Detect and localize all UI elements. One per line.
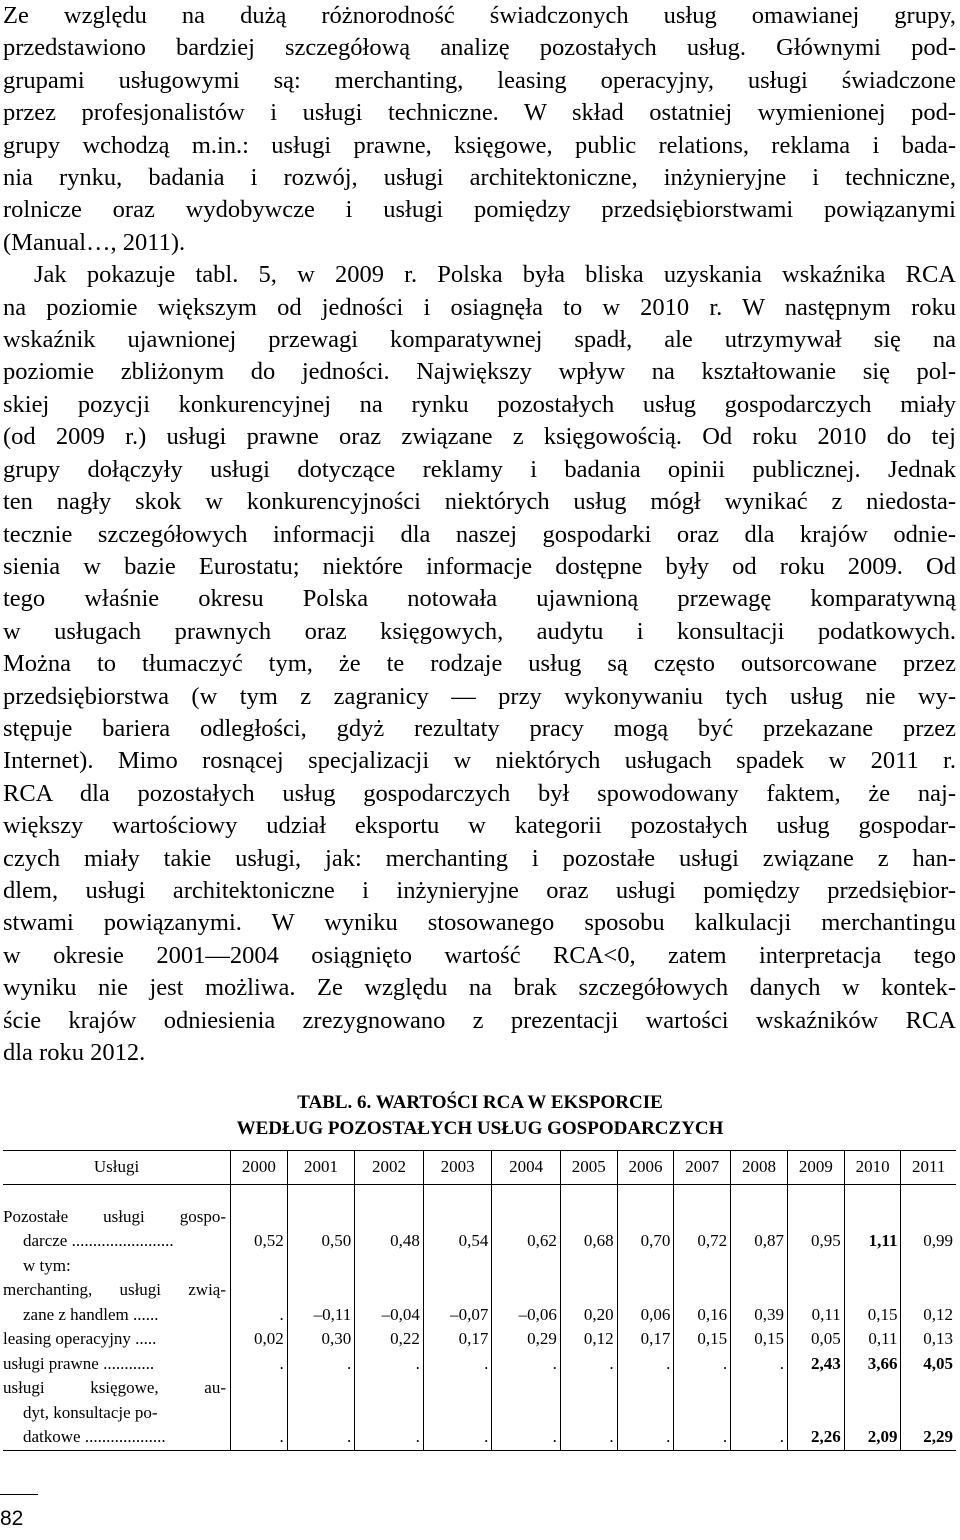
header-cell: Usługi — [3, 1151, 231, 1185]
header-cell: 2010 — [844, 1151, 901, 1185]
value-cell: 0,16 — [674, 1278, 731, 1327]
row-label-line: datkowe ................... — [23, 1427, 166, 1446]
text-line: na poziomie większym od jedności i osiagnęła to w 2010 r. W następnym roku — [3, 293, 956, 321]
value-cell: 4,05 — [901, 1352, 956, 1377]
text-line: stępuje bariera odległości, gdyż rezultaty pracy mogą być przekazane przez — [3, 714, 956, 742]
text-line: przedstawiono bardziej szczegółową analizę pozostałych usług. Głównymi pod- — [3, 34, 956, 62]
value-cell: 0,13 — [901, 1327, 956, 1352]
value-cell: 0,87 — [731, 1205, 788, 1254]
header-cell: 2011 — [901, 1151, 956, 1185]
text-line: (Manual…, 2011). — [3, 228, 186, 256]
header-cell: 2002 — [355, 1151, 424, 1185]
value-cell: . — [231, 1352, 288, 1377]
header-cell: 2000 — [231, 1151, 288, 1185]
value-cell: 2,29 — [901, 1376, 956, 1450]
value-cell: 0,50 — [287, 1205, 355, 1254]
header-cell: 2005 — [560, 1151, 617, 1185]
value-cell — [231, 1254, 288, 1279]
row-label-line: usługi prawne ............ — [3, 1353, 155, 1373]
text-line: (od 2009 r.) usługi prawne oraz związane z księgowością. Od roku 2010 do tej — [3, 423, 956, 451]
page-number-rule — [0, 1494, 38, 1495]
value-cell: 0,15 — [674, 1327, 731, 1352]
value-cell: . — [287, 1352, 355, 1377]
text-line: dla roku 2012. — [3, 1039, 146, 1066]
value-cell — [617, 1254, 674, 1279]
header-cell: 2003 — [423, 1151, 492, 1185]
header-cell: 2001 — [287, 1151, 355, 1185]
value-cell: . — [492, 1352, 561, 1377]
value-cell: 2,26 — [787, 1376, 844, 1450]
text-line: dlem, usługi architektoniczne i inżynieryjne oraz usługi pomiędzy przedsiębior- — [3, 876, 956, 904]
value-cell: . — [492, 1376, 561, 1450]
table-row — [3, 1327, 956, 1352]
value-cell: 0,52 — [231, 1205, 288, 1254]
value-cell: . — [674, 1352, 731, 1377]
table-row — [3, 1205, 956, 1254]
value-cell: . — [231, 1278, 288, 1327]
value-cell: 0,02 — [231, 1327, 288, 1352]
value-cell: 0,11 — [844, 1327, 901, 1352]
table-row — [3, 1352, 956, 1377]
text-line: nia rynku, badania i rozwój, usługi architektoniczne, inżynieryjne i techniczne, — [3, 164, 956, 192]
row-label — [3, 1327, 231, 1352]
table-row — [3, 1254, 956, 1279]
value-cell: 0,05 — [787, 1327, 844, 1352]
value-cell: . — [231, 1376, 288, 1450]
text-line: rolnicze oraz wydobywcze i usługi pomiędzy przedsiębiorstwami powiązanymi — [3, 196, 956, 224]
value-cell: –0,04 — [355, 1278, 424, 1327]
row-label-line: darcze ........................ — [23, 1231, 174, 1250]
row-label-line: leasing operacyjny ..... — [3, 1329, 157, 1348]
value-cell — [787, 1254, 844, 1279]
text-line: ście krajów odniesienia zrezygnowano z prezentacji wartości wskaźników RCA — [3, 1006, 956, 1034]
row-label-line: zane z handlem ...... — [23, 1304, 159, 1324]
value-cell — [560, 1254, 617, 1279]
value-cell — [674, 1254, 731, 1279]
text-line: RCA dla pozostałych usług gospodarczych był spowodowany faktem, że naj- — [3, 779, 956, 807]
table-title — [0, 1090, 960, 1142]
value-cell: 0,11 — [787, 1278, 844, 1327]
text-line: ten nagły skok w konkurencyjności niektórych usług mógł wynikać z niedosta- — [3, 488, 956, 516]
text-line: przedsiębiorstwa (w tym z zagranicy — przy wykonywaniu tych usług nie wy- — [3, 682, 956, 710]
header-cell: 2006 — [617, 1151, 674, 1185]
header-cell: 2008 — [731, 1151, 788, 1185]
text-line: tecznie szczegółowych informacji dla naszej gospodarki oraz dla krajów odnie- — [3, 520, 956, 548]
text-line: wyniku nie jest możliwa. Ze względu na brak szczegółowych danych w kontek- — [3, 974, 956, 1002]
text-line: Można to tłumaczyć tym, że te rodzaje usług są często outsorcowane przez — [3, 650, 956, 678]
value-cell: 2,09 — [844, 1376, 901, 1450]
text-line: tego właśnie okresu Polska notowała ujawnioną przewagę komparatywną — [3, 585, 956, 613]
text-line: w usługach prawnych oraz księgowych, audytu i konsultacji podatkowych. — [3, 617, 956, 645]
value-cell: –0,11 — [287, 1278, 355, 1327]
value-cell: 0,39 — [731, 1278, 788, 1327]
table-title-line-2: WEDŁUG POZOSTAŁYCH USŁUG GOSPODARCZYCH — [236, 1118, 724, 1139]
value-cell: 0,70 — [617, 1205, 674, 1254]
row-label — [3, 1376, 231, 1450]
page-number: 82 — [0, 1507, 24, 1530]
value-cell: 0,15 — [731, 1327, 788, 1352]
body-text — [3, 0, 956, 1069]
value-cell: 0,17 — [617, 1327, 674, 1352]
value-cell — [731, 1254, 788, 1279]
value-cell: . — [731, 1376, 788, 1450]
value-cell: 0,48 — [355, 1205, 424, 1254]
value-cell: 2,43 — [787, 1352, 844, 1377]
text-line: większy wartościowy udział eksportu w kategorii pozostałych usług gospodar- — [3, 812, 956, 840]
text-line: skiej pozycji konkurencyjnej na rynku pozostałych usług gospodarczych miały — [3, 390, 956, 418]
row-label-line: merchanting, usługi zwią- — [3, 1280, 226, 1299]
table-header-row — [3, 1151, 956, 1185]
row-label — [3, 1205, 231, 1254]
row-label — [3, 1254, 231, 1279]
value-cell: . — [674, 1376, 731, 1450]
value-cell — [844, 1254, 901, 1279]
value-cell: . — [560, 1352, 617, 1377]
table-title-line-1: TABL. 6. WARTOŚCI RCA W EKSPORCIE — [297, 1092, 663, 1113]
value-cell: 0,12 — [901, 1278, 956, 1327]
value-cell — [355, 1254, 424, 1279]
text-line: w okresie 2001—2004 osiągnięto wartość RCA<0, zatem interpretacja tego — [3, 941, 956, 969]
value-cell: 0,99 — [901, 1205, 956, 1254]
value-cell: 0,06 — [617, 1278, 674, 1327]
table-row — [3, 1278, 956, 1327]
value-cell: 0,29 — [492, 1327, 561, 1352]
text-line: wskaźnik ujawnionej przewagi komparatywnej spadł, ale utrzymywał się na — [3, 326, 956, 354]
value-cell: –0,07 — [423, 1278, 492, 1327]
value-cell — [423, 1254, 492, 1279]
value-cell: . — [617, 1352, 674, 1377]
value-cell — [492, 1254, 561, 1279]
value-cell: . — [355, 1352, 424, 1377]
value-cell: . — [731, 1352, 788, 1377]
value-cell: 3,66 — [844, 1352, 901, 1377]
text-line: sienia w bazie Eurostatu; niektóre informacje dostępne były od roku 2009. Od — [3, 552, 956, 580]
text-line: grupy wchodzą m.in.: usługi prawne, księgowe, public relations, reklama i bada- — [3, 131, 956, 159]
table-row — [3, 1376, 956, 1450]
value-cell: . — [560, 1376, 617, 1450]
rca-table — [3, 1150, 956, 1451]
value-cell: 0,68 — [560, 1205, 617, 1254]
value-cell: . — [287, 1376, 355, 1450]
header-cell: 2004 — [492, 1151, 561, 1185]
text-line: grupy dołączyły usługi dotyczące reklamy i badania opinii publicznej. Jednak — [3, 455, 956, 483]
header-cell: 2009 — [787, 1151, 844, 1185]
value-cell: 1,11 — [844, 1205, 901, 1254]
row-label — [3, 1352, 231, 1377]
value-cell: 0,54 — [423, 1205, 492, 1254]
value-cell: . — [355, 1376, 424, 1450]
value-cell: . — [423, 1352, 492, 1377]
row-label-line: Pozostałe usługi gospo- — [3, 1206, 226, 1226]
text-line: Ze względu na dużą różnorodność świadczonych usług omawianej grupy, — [3, 2, 956, 29]
value-cell: 0,22 — [355, 1327, 424, 1352]
value-cell: 0,12 — [560, 1327, 617, 1352]
row-label — [3, 1278, 231, 1327]
value-cell: . — [617, 1376, 674, 1450]
header-cell: 2007 — [674, 1151, 731, 1185]
text-line: stwami powiązanymi. W wyniku stosowanego sposobu kalkulacji merchantingu — [3, 909, 956, 937]
value-cell — [901, 1254, 956, 1279]
value-cell — [287, 1254, 355, 1279]
row-label-line: w tym: — [23, 1255, 71, 1275]
value-cell: 0,72 — [674, 1205, 731, 1254]
text-line: grupami usługowymi są: merchanting, leasing operacyjny, usługi świadczone — [3, 66, 956, 94]
text-line: Internet). Mimo rosnącej specjalizacji w niektórych usługach spadek w 2011 r. — [3, 747, 956, 775]
row-label-line: usługi księgowe, au- — [3, 1378, 226, 1397]
value-cell: 0,30 — [287, 1327, 355, 1352]
value-cell: 0,17 — [423, 1327, 492, 1352]
text-line: Jak pokazuje tabl. 5, w 2009 r. Polska była bliska uzyskania wskaźnika RCA — [34, 261, 956, 289]
text-line: czych miały takie usługi, jak: merchanting i pozostałe usługi związane z han- — [3, 844, 956, 872]
value-cell: . — [423, 1376, 492, 1450]
row-label-line: dyt, konsultacje po- — [23, 1402, 158, 1422]
value-cell: 0,20 — [560, 1278, 617, 1327]
value-cell: 0,15 — [844, 1278, 901, 1327]
text-line: poziomie zbliżonym do jedności. Największy wpływ na kształtowanie się pol- — [3, 358, 956, 386]
value-cell: –0,06 — [492, 1278, 561, 1327]
value-cell: 0,95 — [787, 1205, 844, 1254]
value-cell: 0,62 — [492, 1205, 561, 1254]
text-line: przez profesjonalistów i usługi techniczne. W skład ostatniej wymienionej pod- — [3, 99, 956, 127]
table-spacer-row — [3, 1184, 956, 1205]
